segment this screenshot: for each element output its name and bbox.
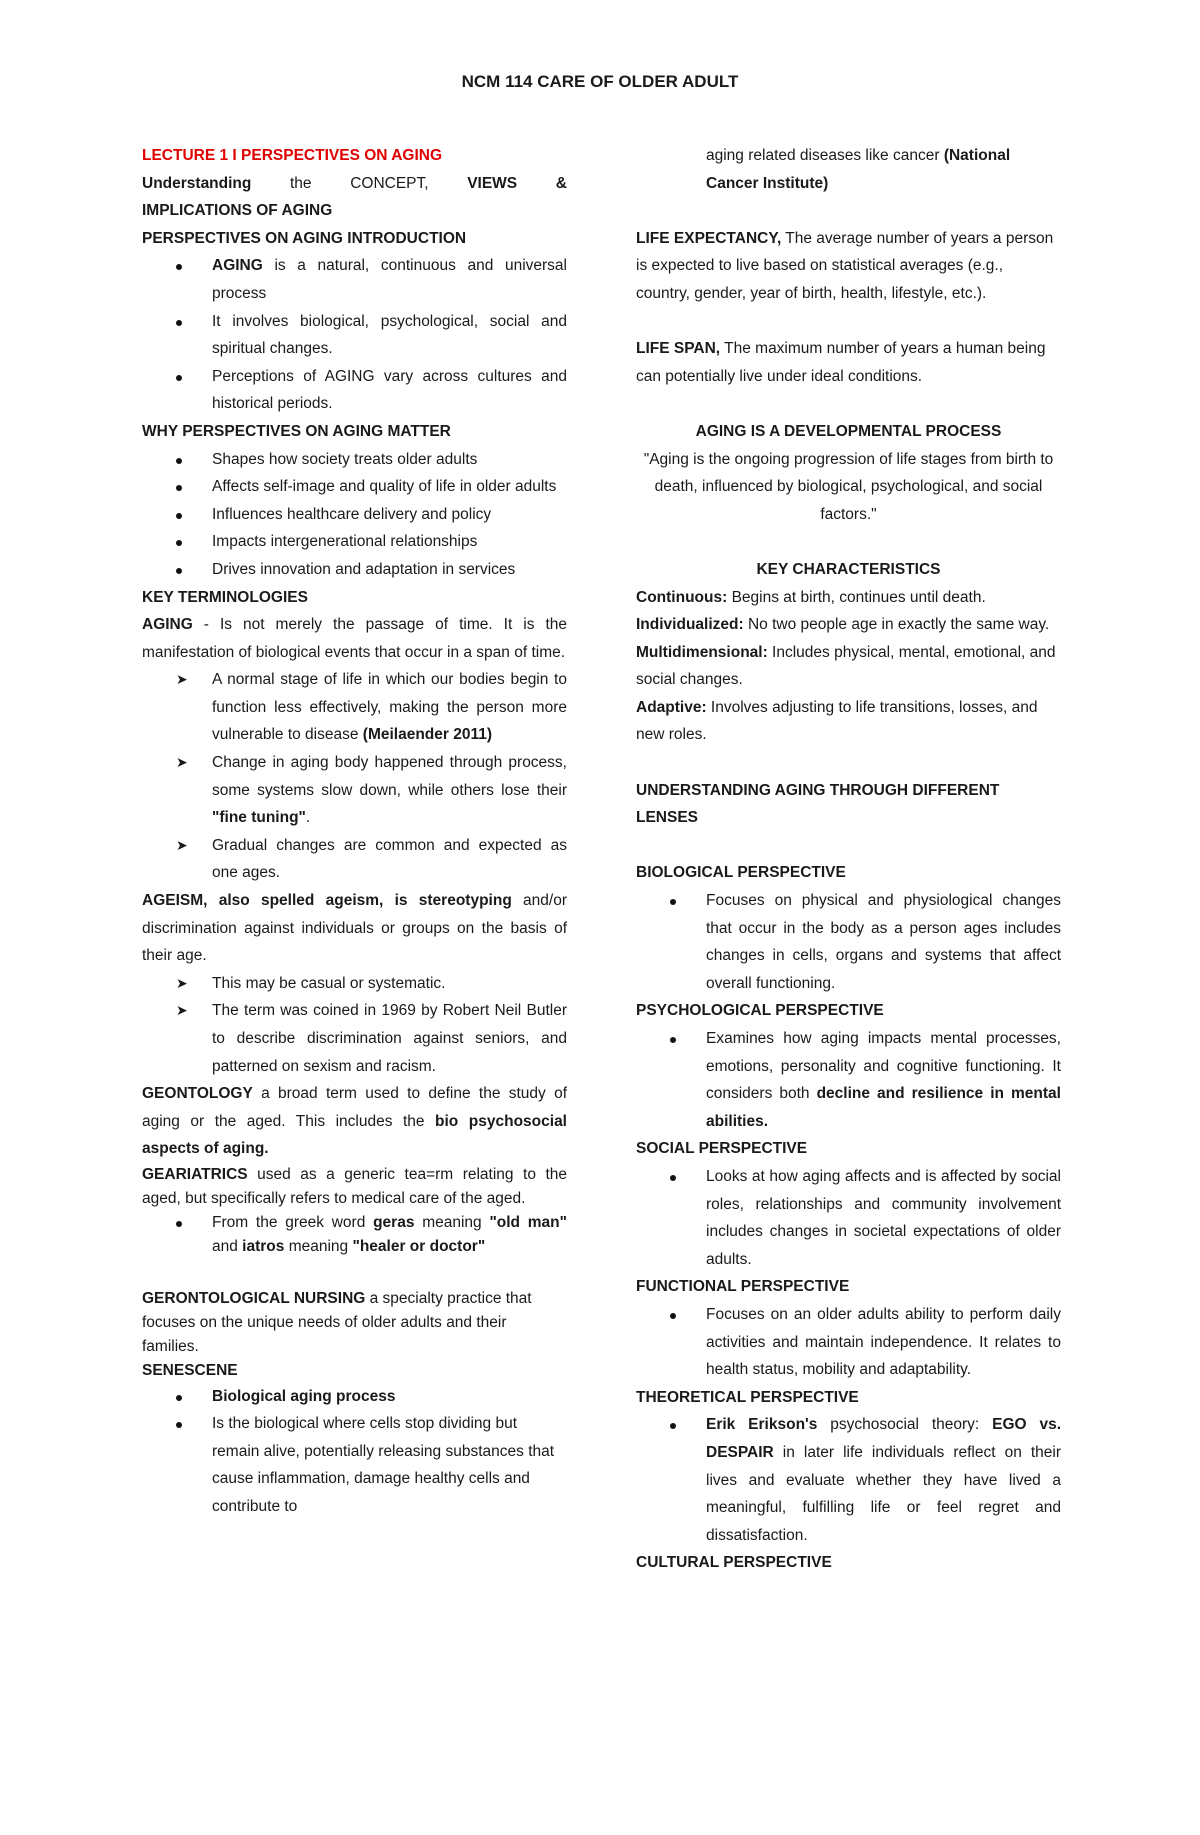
- bullet-icon: [176, 568, 182, 574]
- arrow-icon: ➤: [176, 754, 188, 771]
- bullet-icon: [176, 320, 182, 326]
- life-expectancy-definition: LIFE EXPECTANCY, The average number of years a person is expected to live based on statistical averages (e.g., country, gender, year of birth, health, lifestyle, etc.).: [636, 229, 1054, 302]
- greek-list: [142, 1211, 567, 1259]
- theoretical-heading: THEORETICAL PERSPECTIVE: [636, 1388, 859, 1406]
- ageism-arrow-list: [142, 970, 567, 1080]
- characteristic-item: Multidimensional: Includes physical, mental, emotional, and social changes.: [636, 643, 1056, 689]
- list-item: Drives innovation and adaptation in services: [142, 556, 567, 584]
- bullet-icon: [670, 1037, 676, 1043]
- bullet-icon: [176, 1422, 182, 1428]
- bullet-icon: [670, 1313, 676, 1319]
- list-item: Focuses on an older adults ability to perform daily activities and maintain independence. It relates to health status, mobility and adaptability.: [636, 1301, 1061, 1384]
- list-item: Focuses on physical and physiological changes that occur in the body as a person ages includes changes in cells, organs and systems that affect overall functioning.: [636, 887, 1061, 997]
- bullet-icon: [670, 1423, 676, 1429]
- arrow-icon: ➤: [176, 1002, 188, 1019]
- implications-heading: IMPLICATIONS OF AGING: [142, 202, 333, 220]
- word: the: [290, 174, 312, 192]
- list-item: Is the biological where cells stop dividing but remain alive, potentially releasing substances that cause inflammation, damage healthy cells and contribute to: [142, 1410, 567, 1520]
- geontology-definition: GEONTOLOGY a broad term used to define the study of aging or the aged. This includes the bio psychosocial aspects of aging.: [142, 1085, 567, 1158]
- page-title: NCM 114 CARE OF OLDER ADULT: [461, 72, 739, 91]
- functional-heading: FUNCTIONAL PERSPECTIVE: [636, 1278, 850, 1296]
- why-heading: WHY PERSPECTIVES ON AGING MATTER: [142, 422, 451, 440]
- arrow-icon: ➤: [176, 836, 188, 853]
- list-item: ➤ This may be casual or systematic.: [142, 970, 567, 998]
- ageism-definition: AGEISM, also spelled ageism, is stereotyping and/or discrimination against individuals or groups on the basis of their age.: [142, 892, 567, 965]
- arrow-icon: ➤: [176, 671, 188, 688]
- geariatrics-definition: GEARIATRICS used as a generic tea=rm relating to the aged, but specifically refers to medical care of the aged.: [142, 1165, 567, 1207]
- list-item: Influences healthcare delivery and policy: [142, 501, 567, 529]
- key-terminologies-heading: KEY TERMINOLOGIES: [142, 588, 308, 606]
- bullet-icon: [176, 264, 182, 270]
- lecture-heading: LECTURE 1 I PERSPECTIVES ON AGING: [142, 147, 443, 164]
- list-item: ➤ The term was coined in 1969 by Robert Neil Butler to describe discrimination against seniors, and patterned on sexism and racism.: [142, 997, 567, 1080]
- psychological-heading: PSYCHOLOGICAL PERSPECTIVE: [636, 1002, 884, 1020]
- list-item: Looks at how aging affects and is affected by social roles, relationships and community involvement includes changes in societal expectations of older adults.: [636, 1163, 1061, 1273]
- lenses-heading: UNDERSTANDING AGING THROUGH DIFFERENT LENSES: [636, 781, 1000, 827]
- developmental-quote: "Aging is the ongoing progression of life stages from birth to death, influenced by biological, psychological, and social factors.": [643, 450, 1054, 523]
- list-item: Shapes how society treats older adults: [142, 446, 567, 474]
- cultural-heading: CULTURAL PERSPECTIVE: [636, 1554, 832, 1572]
- functional-list: [636, 1301, 1061, 1384]
- list-item: Biological aging process: [142, 1383, 567, 1411]
- characteristic-item: Adaptive: Involves adjusting to life transitions, losses, and new roles.: [636, 698, 1038, 744]
- bullet-icon: [176, 1221, 182, 1227]
- gerontological-nursing-definition: GERONTOLOGICAL NURSING a specialty practice that focuses on the unique needs of older adults and their families.: [142, 1289, 532, 1355]
- theoretical-list: [636, 1411, 1061, 1549]
- word: Understanding: [142, 174, 252, 192]
- characteristic-item: Individualized: No two people age in exactly the same way.: [636, 616, 1050, 634]
- senescene-heading: SENESCENE: [142, 1361, 238, 1379]
- social-list: [636, 1163, 1061, 1273]
- list-item: Erik Erikson's psychosocial theory: EGO vs. DESPAIR in later life individuals reflect on their lives and evaluate whether they have lived a meaningful, fulfilling life or feel regret and dissatisfaction.: [636, 1411, 1061, 1549]
- bullet-icon: [176, 1395, 182, 1401]
- life-span-definition: LIFE SPAN, The maximum number of years a human being can potentially live under ideal conditions.: [636, 340, 1046, 385]
- social-heading: SOCIAL PERSPECTIVE: [636, 1140, 808, 1158]
- list-item: AGING is a natural, continuous and universal process: [142, 252, 567, 307]
- bullet-icon: [176, 540, 182, 546]
- bullet-icon: [176, 485, 182, 491]
- biological-heading: BIOLOGICAL PERSPECTIVE: [636, 864, 846, 882]
- left-column: [142, 142, 567, 1521]
- bullet-icon: [176, 513, 182, 519]
- list-item: From the greek word geras meaning "old man" and iatros meaning "healer or doctor": [142, 1211, 567, 1259]
- understanding-line: [142, 170, 567, 198]
- arrow-icon: ➤: [176, 974, 188, 991]
- list-item: ➤ Change in aging body happened through process, some systems slow down, while others lose their "fine tuning".: [142, 749, 567, 832]
- aging-arrow-list: [142, 666, 567, 887]
- word: CONCEPT,: [350, 174, 429, 192]
- psychological-list: [636, 1025, 1061, 1135]
- developmental-heading: AGING IS A DEVELOPMENTAL PROCESS: [695, 422, 1002, 440]
- continued-text: aging related diseases like cancer (National Cancer Institute): [706, 147, 1011, 192]
- characteristic-item: Continuous: Begins at birth, continues until death.: [636, 588, 986, 606]
- senescene-list: [142, 1383, 567, 1521]
- right-column: [636, 142, 1061, 1577]
- biological-list: [636, 887, 1061, 997]
- bullet-icon: [670, 1175, 676, 1181]
- word: &: [555, 174, 567, 192]
- why-list: [142, 446, 567, 584]
- list-item: It involves biological, psychological, social and spiritual changes.: [142, 308, 567, 363]
- intro-list: [142, 252, 567, 418]
- bullet-icon: [176, 458, 182, 464]
- list-item: Affects self-image and quality of life in older adults: [142, 473, 567, 501]
- key-characteristics-heading: KEY CHARACTERISTICS: [756, 560, 941, 578]
- bullet-icon: [176, 375, 182, 381]
- bullet-icon: [670, 899, 676, 905]
- list-item: ➤ A normal stage of life in which our bodies begin to function less effectively, making the person more vulnerable to disease (Meilaender 2011): [142, 666, 567, 749]
- aging-definition: AGING - Is not merely the passage of time. It is the manifestation of biological events that occur in a span of time.: [142, 616, 567, 661]
- list-item: Impacts intergenerational relationships: [142, 528, 567, 556]
- list-item: Perceptions of AGING vary across cultures and historical periods.: [142, 363, 567, 418]
- word: VIEWS: [467, 174, 518, 192]
- list-item: ➤ Gradual changes are common and expected as one ages.: [142, 832, 567, 887]
- intro-heading: PERSPECTIVES ON AGING INTRODUCTION: [142, 229, 467, 247]
- list-item: Examines how aging impacts mental processes, emotions, personality and cognitive functioning. It considers both decline and resilience in mental abilities.: [636, 1025, 1061, 1135]
